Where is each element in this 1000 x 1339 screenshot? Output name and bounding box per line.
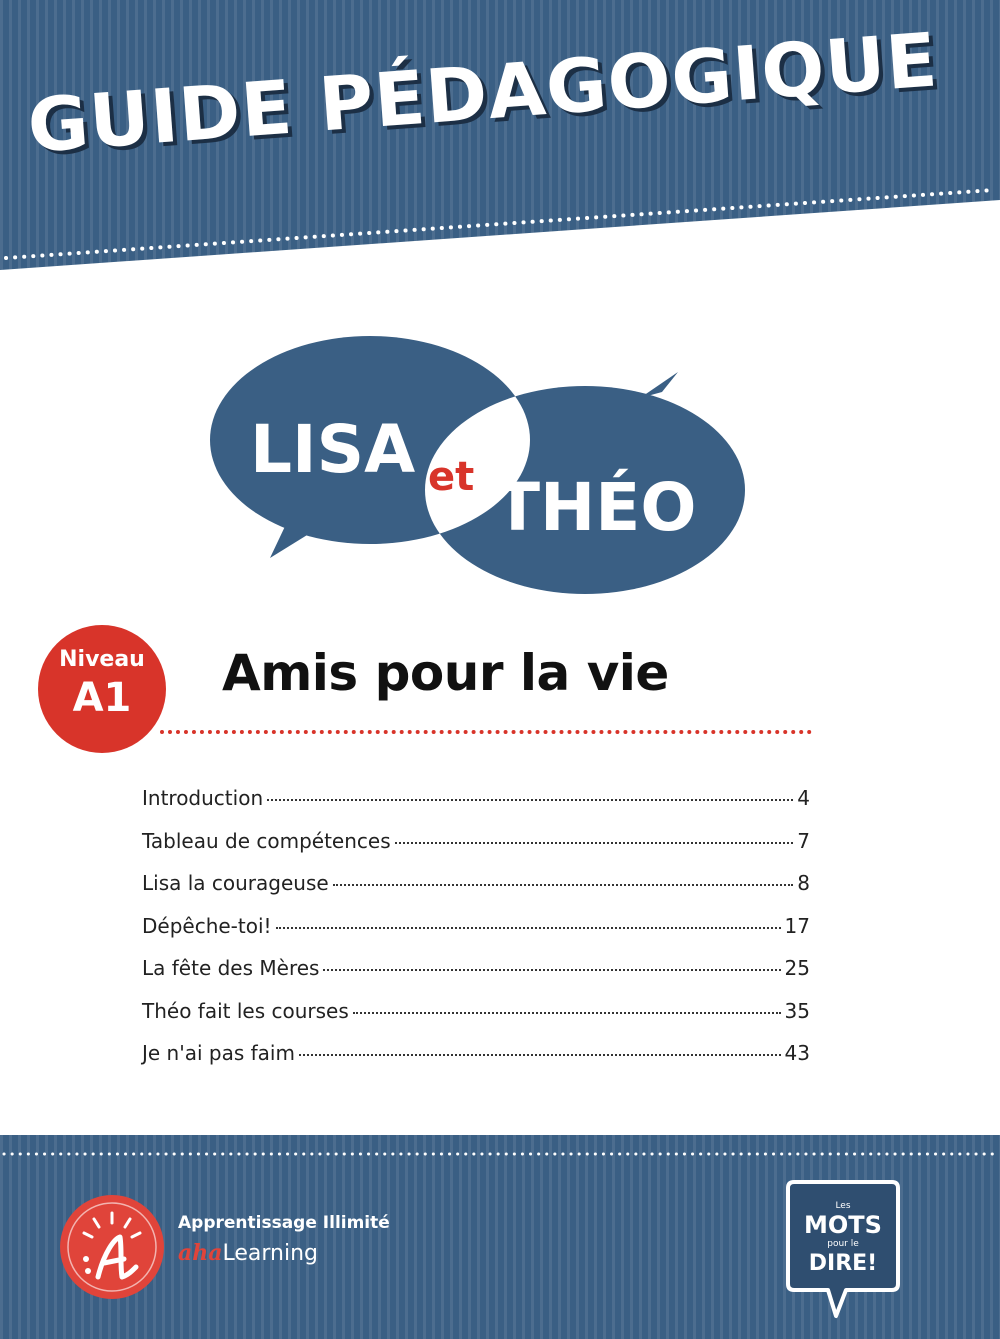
toc-entry-page: 35 <box>784 998 810 1023</box>
publisher-aha: aha <box>178 1240 223 1266</box>
toc-leader <box>353 1012 781 1014</box>
toc-leader <box>395 842 794 844</box>
toc-entry-page: 7 <box>797 828 810 853</box>
toc-leader <box>267 799 793 801</box>
toc-entry-page: 43 <box>784 1041 810 1065</box>
toc-entry-page: 25 <box>784 956 810 980</box>
toc-row <box>142 786 810 829</box>
toc-row <box>142 829 810 872</box>
toc-row <box>142 1041 810 1084</box>
footer-dotted-line <box>0 1151 1000 1157</box>
toc-leader <box>299 1054 781 1056</box>
publisher-learning: Learning <box>222 1241 319 1266</box>
publisher-logo-icon <box>58 1193 166 1301</box>
toc-entry-title: La fête des Mères <box>142 956 320 980</box>
level-badge <box>38 625 166 753</box>
toc-leader <box>323 969 780 971</box>
publisher-name: Apprentissage Illimité <box>178 1213 390 1233</box>
collection-logo-icon <box>782 1176 904 1320</box>
table-of-contents <box>142 786 810 1084</box>
collection-line3: pour le <box>827 1239 859 1249</box>
logo-name-lisa: LISA <box>250 411 416 488</box>
collection-line2: MOTS <box>804 1211 882 1239</box>
level-label: Niveau <box>59 647 145 672</box>
toc-leader <box>333 884 794 886</box>
collection-line4: DIRE! <box>808 1251 878 1276</box>
logo-connector-et: et <box>428 454 475 500</box>
toc-entry-title: Tableau de compétences <box>142 828 391 853</box>
toc-entry-page: 4 <box>797 786 810 810</box>
toc-row <box>142 871 810 914</box>
collection-line1: Les <box>835 1201 851 1211</box>
book-title: Amis pour la vie <box>222 644 669 702</box>
logo-name-theo: THÉO <box>495 469 697 546</box>
toc-entry-title: Je n'ai pas faim <box>142 1041 295 1065</box>
toc-entry-page: 17 <box>784 913 810 938</box>
toc-entry-title: Dépêche-toi! <box>142 913 272 938</box>
title-dotted-rule <box>160 730 812 734</box>
toc-row <box>142 914 810 957</box>
toc-row <box>142 956 810 999</box>
toc-row <box>142 999 810 1042</box>
toc-leader <box>276 927 781 929</box>
toc-entry-title: Théo fait les courses <box>142 998 349 1023</box>
lisa-et-theo-logo <box>200 320 760 610</box>
toc-entry-page: 8 <box>797 871 810 895</box>
level-value: A1 <box>72 675 132 721</box>
guide-title: GUIDE PÉDAGOGIQUE <box>24 17 941 170</box>
publisher-subtitle <box>178 1240 318 1266</box>
toc-entry-title: Lisa la courageuse <box>142 871 329 895</box>
toc-entry-title: Introduction <box>142 786 264 810</box>
